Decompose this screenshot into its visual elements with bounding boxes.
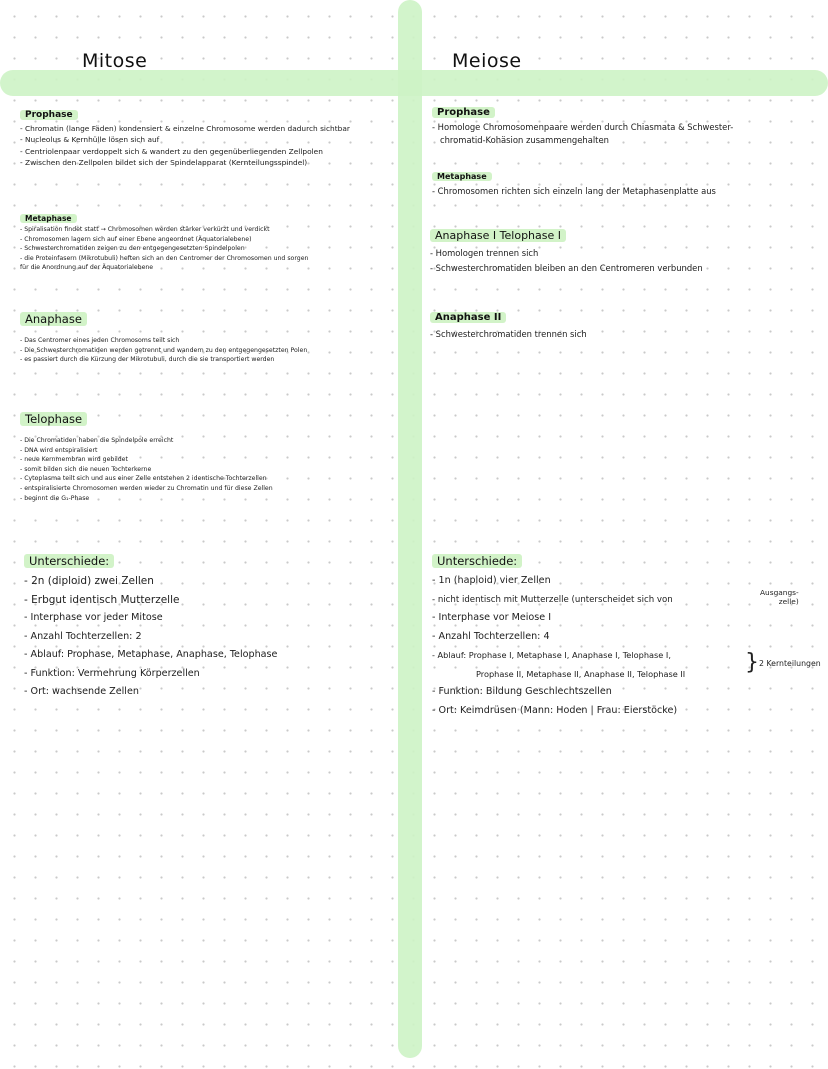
- highlighter-vertical-stroke: [398, 0, 422, 1058]
- text-line: - Cytoplasma teilt sich und aus einer Zelle entstehen 2 identische Tochterzellen: [20, 475, 267, 483]
- text-line: - Ort: Keimdrüsen (Mann: Hoden | Frau: Eierstöcke): [432, 704, 678, 716]
- mitose-metaphase-section: [20, 206, 308, 273]
- text-line: - 1n (haploid) vier Zellen: [432, 575, 551, 586]
- highlighter-horizontal-stroke: [0, 70, 828, 96]
- kernteilungen-note: 2 Kernteilungen: [759, 659, 821, 668]
- text-line: - Zwischen den Zellpolen bildet sich der Spindelapparat (Kernteilungsspindel): [20, 157, 308, 167]
- curly-brace-icon: }: [745, 650, 759, 675]
- text-line: - Erbgut identisch Mutterzelle: [24, 593, 180, 606]
- text-line: - die Proteinfasern (Mikrotubuli) heften sich an den Centromer der Chromosomen und sorgen: [20, 254, 309, 262]
- meiose-prophase-heading: Prophase: [432, 107, 495, 118]
- mitose-telophase-section: [20, 408, 273, 503]
- text-line: - Schwesterchromatiden bleiben an den Centromeren verbunden: [430, 263, 703, 273]
- text-line: - Chromatin (lange Fäden) kondensiert & einzelne Chromosome werden dadurch sichtbar: [20, 124, 350, 133]
- meiose-anaphase1-section: [430, 224, 703, 276]
- ausgangszelle-note: Ausgangs- zelle): [760, 588, 799, 606]
- text-line: - Interphase vor jeder Mitose: [24, 612, 163, 623]
- text-line: - Interphase vor Meiose I: [432, 612, 552, 623]
- text-line: - 2n (diploid) zwei Zellen: [24, 575, 154, 587]
- meiose-title: Meiose: [452, 50, 522, 72]
- mitose-telophase-heading: Telophase: [20, 412, 87, 426]
- text-line: - nicht identisch mit Mutterzelle (unterscheidet sich von: [432, 594, 673, 605]
- text-line: - Die Schwesterchromatiden werden getrennt und wandern zu den entgegengesetzten Polen: [20, 346, 308, 354]
- text-line: - Homologe Chromosomenpaare werden durch Chiasmata & Schwester-: [432, 122, 734, 132]
- mitose-prophase-heading: Prophase: [20, 110, 78, 120]
- text-line: - Ablauf: Prophase I, Metaphase I, Anaphase I, Telophase I,: [432, 650, 671, 660]
- text-line: - Die Chromatiden haben die Spindelpole erreicht: [20, 437, 174, 444]
- text-line: - entspiralisierte Chromosomen werden wieder zu Chromatin und für diese Zellen: [20, 484, 273, 492]
- text-line: - Schwesterchromatiden trennen sich: [430, 329, 587, 339]
- meiose-metaphase-section: [432, 164, 716, 198]
- text-line: - Das Centromer eines jeden Chromosoms teilt sich: [20, 337, 180, 344]
- text-line: - Anzahl Tochterzellen: 2: [24, 630, 142, 642]
- mitose-title: Mitose: [82, 50, 148, 72]
- text-line: - es passiert durch die Kürzung der Mikrotubuli, durch die sie transportiert werden: [20, 356, 275, 364]
- text-line: - Chromosomen richten sich einzeln lang der Metaphasenplatte aus: [432, 186, 716, 196]
- meiose-metaphase-heading: Metaphase: [432, 172, 492, 181]
- text-line: - Ort: wachsende Zellen: [24, 686, 139, 697]
- text-line: - beginnt die G₁-Phase: [20, 494, 90, 502]
- meiose-anaphase2-heading: Anaphase II: [430, 312, 506, 323]
- text-line: - DNA wird entspiralisiert: [20, 446, 98, 454]
- text-line: für die Anordnung auf der Äquatorialebene: [20, 264, 154, 272]
- text-line: - Funktion: Bildung Geschlechtszellen: [432, 686, 612, 697]
- text-line: - Schwesterchromatiden zeigen zu den entgegengesetzten Spindelpolen: [20, 245, 245, 253]
- mitose-unterschiede-section: [24, 550, 277, 702]
- mitose-anaphase-heading: Anaphase: [20, 312, 87, 326]
- text-line: - Chromosomen lagern sich auf einer Ebene angeordnet (Äquatorialebene): [20, 235, 252, 243]
- mitose-unterschiede-heading: Unterschiede:: [24, 554, 114, 568]
- mitose-prophase-section: [20, 102, 350, 168]
- meiose-anaphase2-section: [430, 305, 587, 341]
- meiose-unterschiede-heading: Unterschiede:: [432, 554, 522, 568]
- meiose-prophase-section: [432, 100, 733, 147]
- meiose-unterschiede-section: [432, 550, 685, 720]
- text-line: - neue Kernmembran wird gebildet: [20, 456, 128, 464]
- text-line: - somit bilden sich die neuen Tochterkerne: [20, 465, 152, 473]
- text-line: Prophase II, Metaphase II, Anaphase II, Telophase II: [476, 668, 686, 679]
- text-line: - Anzahl Tochterzellen: 4: [432, 630, 550, 642]
- mitose-anaphase-section: [20, 308, 307, 365]
- text-line: - Homologen trennen sich: [430, 248, 539, 258]
- mitose-metaphase-heading: Metaphase: [20, 214, 77, 223]
- text-line: - Nucleolus & Kernhülle lösen sich auf: [20, 135, 160, 145]
- meiose-anaphase1-heading: Anaphase I Telophase I: [430, 229, 566, 242]
- text-line: - Ablauf: Prophase, Metaphase, Anaphase, Telophase: [24, 649, 278, 660]
- text-line: - Centriolenpaar verdoppelt sich & wandert zu den gegenüberliegenden Zellpolen: [20, 146, 323, 156]
- text-line: - Funktion: Vermehrung Körperzellen: [24, 667, 200, 679]
- text-line: chromatid-Kohäsion zusammengehalten: [440, 135, 609, 145]
- text-line: - Spiralisation findet statt → Chromosomen werden stärker verkürzt und verdickt: [20, 226, 270, 233]
